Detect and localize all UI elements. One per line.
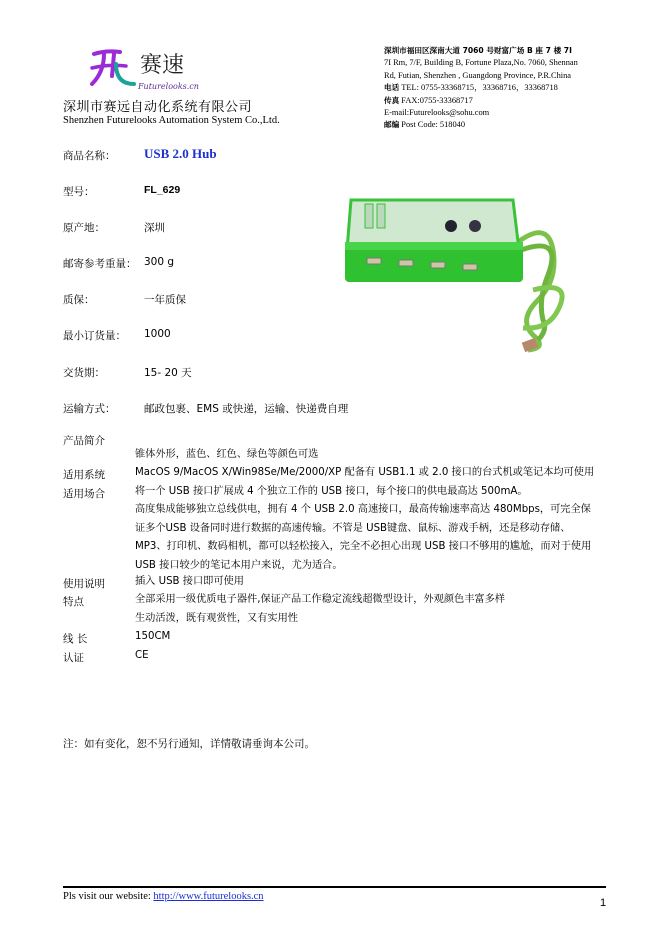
spec-label-product-name: 商品名称： <box>63 150 116 162</box>
spec-value-shipping: 邮政包裹、EMS 或快递，运输、快递费自理 <box>144 403 349 415</box>
disclaimer-note: 注：如有变化，恕不另行通知，详情敬请垂询本公司。 <box>63 738 315 750</box>
desc-text-system: MacOS 9/MacOS X/Win98Se/Me/2000/XP 配备有 USB1.1 或 2.0 接口的台式机或笔记本均可使用 <box>135 467 595 478</box>
address-en-line2: Rd, Futian, Shenzhen , Guangdong Province, P.R.China <box>384 70 572 80</box>
spec-label-weight: 邮寄参考重量： <box>63 258 137 270</box>
desc-text-certification: CE <box>135 650 149 661</box>
desc-label-features: 特点 <box>63 596 84 608</box>
desc-label-instructions: 使用说明 <box>63 578 105 590</box>
tel-line <box>384 82 614 94</box>
company-logo <box>88 46 213 94</box>
spec-value-delivery: 15- 20 天 <box>144 367 192 379</box>
fax-line <box>384 95 614 107</box>
spec-label-delivery: 交货期： <box>63 367 105 379</box>
desc-text-usage: 将一个 USB 接口扩展成 4 个独立工作的 USB 接口，每个接口的供电最高达 500mA。 <box>135 486 528 497</box>
tel-value: TEL: 0755-33368715，33368716，33368718 <box>401 83 558 93</box>
company-name-cn: 深圳市赛远自动化系统有限公司 <box>63 100 253 115</box>
desc-label-system: 适用系统 <box>63 469 105 481</box>
company-name-en: Shenzhen Futurelooks Automation System Co.,Ltd. <box>63 115 280 126</box>
post-line <box>384 119 614 131</box>
spec-label-model: 型号： <box>63 186 95 198</box>
desc-text-features-2: 生动活泼，既有观赏性，又有实用性 <box>135 613 298 624</box>
fax-label: 传真 <box>384 95 400 105</box>
footer-divider <box>63 886 606 888</box>
address-cn: 深圳市福田区深南大道 7060 号财富广场 B 座 7 楼 7I <box>384 46 572 55</box>
desc-label-usage: 适用场合 <box>63 488 105 500</box>
contact-block <box>384 45 614 132</box>
page-number: 1 <box>600 897 607 909</box>
email: E-mail:Futurelooks@sohu.com <box>384 108 490 118</box>
spec-value-product-name: USB 2.0 Hub <box>144 146 217 161</box>
desc-text-cable-length: 150CM <box>135 631 171 642</box>
fax-value: FAX:0755-33368717 <box>401 95 473 105</box>
website-link[interactable]: http://www.futurelooks.cn <box>153 891 264 902</box>
post-label: 邮编 <box>384 120 400 130</box>
desc-label-certification: 认证 <box>63 652 84 664</box>
svg-text:Futurelooks.cn: Futurelooks.cn <box>138 82 199 91</box>
spec-value-weight: 300 g <box>144 256 175 268</box>
svg-text:赛速: 赛速 <box>140 53 185 78</box>
spec-label-origin: 原产地： <box>63 222 105 234</box>
desc-text-features: 全部采用一级优质电子器件,保证产品工作稳定流线超微型设计，外观颜色丰富多样 <box>135 594 505 605</box>
tel-label: 电话 <box>384 83 400 93</box>
footer-prefix: Pls visit our website: <box>63 891 151 902</box>
post-value: Post Code: 518040 <box>401 120 466 130</box>
product-image <box>343 180 578 360</box>
spec-label-moq: 最小订货量： <box>63 330 126 342</box>
description-heading: 产品简介 <box>63 435 105 447</box>
spec-value-model: FL_629 <box>144 184 181 196</box>
spec-value-moq: 1000 <box>144 328 171 340</box>
description-intro: 锥体外形，蓝色、红色、绿色等颜色可选 <box>135 449 319 460</box>
spec-value-origin: 深圳 <box>144 222 165 234</box>
desc-label-cable-length: 线 长 <box>63 633 88 645</box>
footer-text <box>63 891 264 902</box>
desc-text-detail: 高度集成能够独立总线供电，拥有 4 个 USB 2.0 高速接口，最高传输速率高达 480Mbps，可完全保证多个USB 设备同时进行数据的高速传输。不管是 USB键盘、鼠标、游戏手柄，还是移动存储、MP3、打印机、数码相机，都可以轻松接入，完全不必担心出现 USB 接口不够用的尴尬，而对于使用 USB 接口较少的笔记本用户来说，尤为适合。 <box>135 504 592 571</box>
desc-text-instructions: 插入 USB 接口即可使用 <box>135 576 244 587</box>
address-en-line1: 7I Rm, 7/F, Building B, Fortune Plaza,No. 7060, Shennan <box>384 58 578 68</box>
spec-label-shipping: 运输方式： <box>63 403 116 415</box>
spec-value-warranty: 一年质保 <box>144 294 186 306</box>
spec-label-warranty: 质保： <box>63 294 95 306</box>
